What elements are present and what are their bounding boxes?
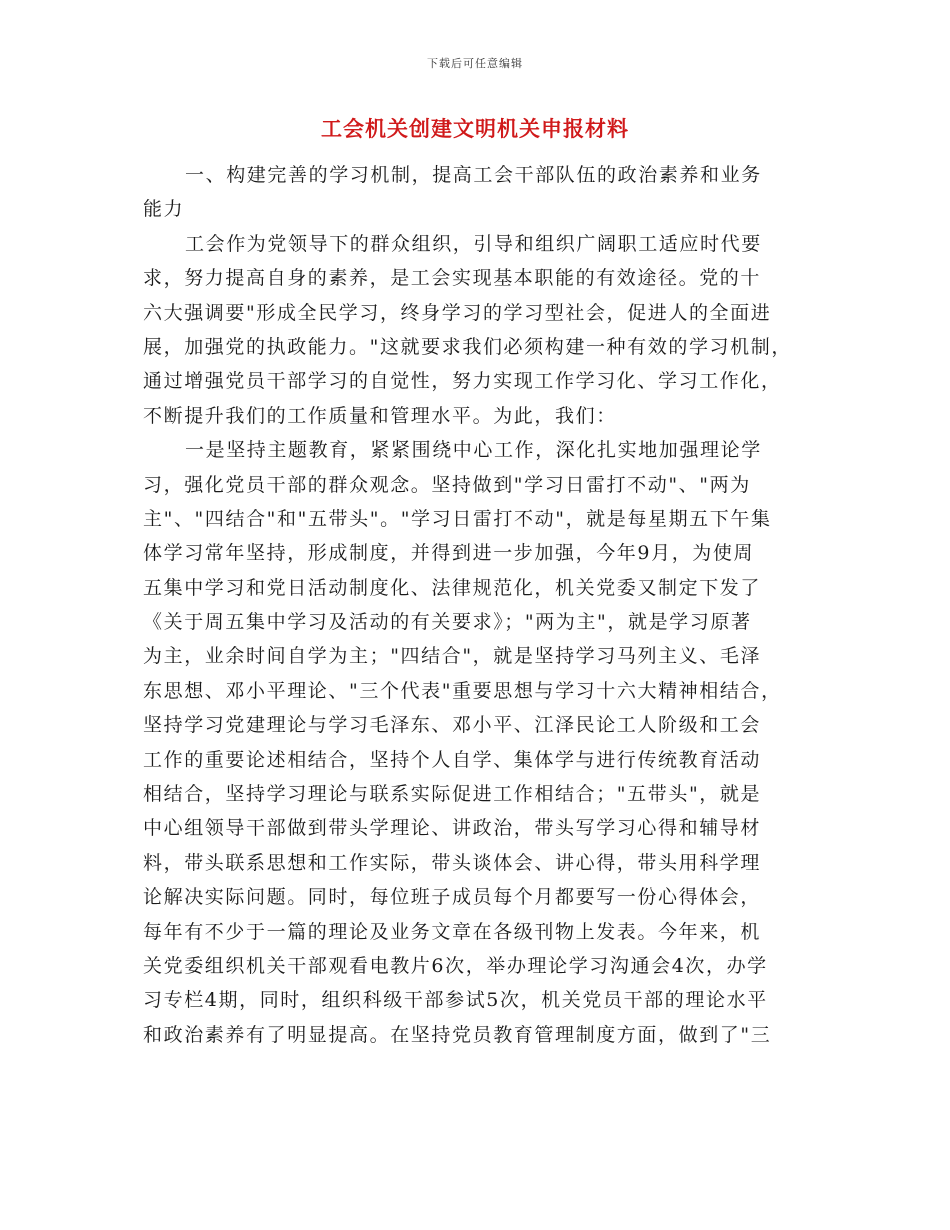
body-line: 为主，业余时间自学为主；"四结合"，就是坚持学习马列主义、毛泽 xyxy=(143,645,762,668)
body-line: 展，加强党的执政能力。"这就要求我们必须构建一种有效的学习机制， xyxy=(143,335,792,358)
body-line: 《关于周五集中学习及活动的有关要求》；"两为主"，就是学习原著 xyxy=(143,611,752,634)
body-line: 和政治素养有了明显提高。在坚持党员教育管理制度方面，做到了"三 xyxy=(143,1023,772,1046)
body-line: 求，努力提高自身的素养，是工会实现基本职能的有效途径。党的十 xyxy=(143,267,762,290)
document-title: 工会机关创建文明机关申报材料 xyxy=(321,116,629,141)
body-line: 关党委组织机关干部观看电教片6次，举办理论学习沟通会4次，办学 xyxy=(143,954,768,977)
body-line: 东思想、邓小平理论、"三个代表"重要思想与学习十六大精神相结合， xyxy=(143,679,782,702)
body-line: 工会作为党领导下的群众组织，引导和组织广阔职工适应时代要 xyxy=(185,232,762,255)
body-line: 习专栏4期，同时，组织科级干部参试5次，机关党员干部的理论水平 xyxy=(143,989,768,1012)
body-line: 中心组领导干部做到带头学理论、讲政治，带头写学习心得和辅导材 xyxy=(143,817,762,840)
body-line: 坚持学习党建理论与学习毛泽东、邓小平、江泽民论工人阶级和工会 xyxy=(143,714,762,737)
body-line: 论解决实际问题。同时，每位班子成员每个月都要写一份心得体会， xyxy=(143,886,762,909)
body-line: 料，带头联系思想和工作实际，带头谈体会、讲心得，带头用科学理 xyxy=(143,851,762,874)
body-line: 相结合，坚持学习理论与联系实际促进工作相结合；"五带头"，就是 xyxy=(143,783,762,806)
body-line: 五集中学习和党日活动制度化、法律规范化，机关党委又制定下发了 xyxy=(143,576,762,599)
body-line: 通过增强党员干部学习的自觉性，努力实现工作学习化、学习工作化， xyxy=(143,370,782,393)
body-line: 不断提升我们的工作质量和管理水平。为此，我们： xyxy=(143,404,617,427)
body-line: 六大强调要"形成全民学习，终身学习的学习型社会，促进人的全面进 xyxy=(143,301,772,324)
body-line: 一是坚持主题教育，紧紧围绕中心工作，深化扎实地加强理论学 xyxy=(185,439,762,462)
body-line: 主"、"四结合"和"五带头"。"学习日雷打不动"，就是每星期五下午集 xyxy=(143,507,772,530)
header-note: 下载后可任意编辑 xyxy=(427,57,523,70)
body-line: 体学习常年坚持，形成制度，并得到进一步加强，今年9月，为使周 xyxy=(143,542,755,565)
body-line: 工作的重要论述相结合，坚持个人自学、集体学与进行传统教育活动 xyxy=(143,748,762,771)
body-line: 一、构建完善的学习机制，提高工会干部队伍的政治素养和业务 xyxy=(185,164,762,186)
body-line: 习，强化党员干部的群众观念。坚持做到"学习日雷打不动"、"两为 xyxy=(143,473,751,496)
body-line: 能力 xyxy=(143,198,185,221)
document-body xyxy=(143,158,823,1052)
body-line: 每年有不少于一篇的理论及业务文章在各级刊物上发表。今年来，机 xyxy=(143,920,762,943)
